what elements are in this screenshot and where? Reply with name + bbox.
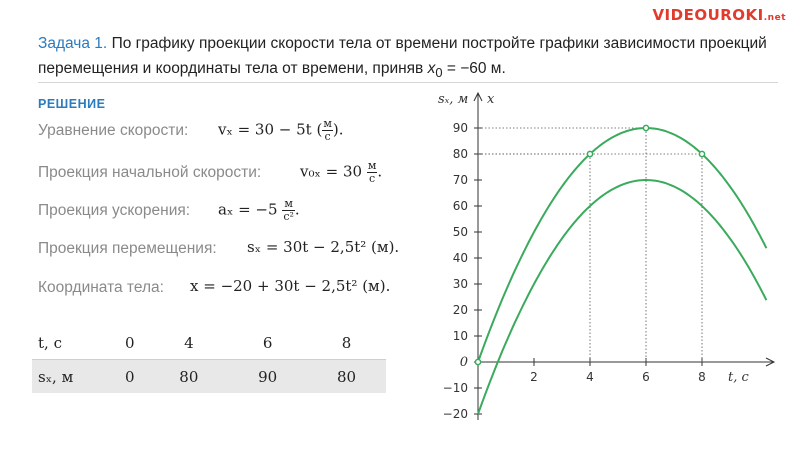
x-tick-label: 2 bbox=[530, 370, 538, 384]
data-point bbox=[475, 359, 480, 364]
y-tick-label: 30 bbox=[452, 277, 468, 291]
y-tick-label: 50 bbox=[452, 225, 468, 239]
x-tick-label: 8 bbox=[698, 370, 706, 384]
table-head-displacement: sₓ, м bbox=[32, 360, 110, 394]
data-point bbox=[643, 125, 648, 130]
table-cell: 0 bbox=[110, 326, 149, 360]
acceleration-formula: aₓ = −5 $\frac{м}{\text{с²}}$ . bbox=[218, 197, 300, 223]
y-tick-label: −10 bbox=[442, 381, 468, 395]
data-point bbox=[699, 151, 704, 156]
videouroki-logo: VIDEOUROKI.net bbox=[652, 6, 786, 24]
acceleration-label: Проекция ускорения: bbox=[38, 202, 191, 219]
x-tick-label: 4 bbox=[586, 370, 594, 384]
velocity-equation: vₓ = 30 − 5t ( $\frac{м}{с}$ ). bbox=[218, 117, 344, 143]
y-tick-label: −20 bbox=[442, 407, 468, 421]
y-tick-label: 40 bbox=[452, 251, 468, 265]
table-cell: 80 bbox=[149, 360, 228, 394]
displacement-label: Проекция перемещения: bbox=[38, 240, 217, 257]
x-tick-label: 6 bbox=[642, 370, 650, 384]
table-cell: 8 bbox=[307, 326, 386, 360]
solution-heading: РЕШЕНИЕ bbox=[38, 97, 106, 111]
y-axis-title-x: x bbox=[487, 92, 495, 107]
y-tick-label: 90 bbox=[452, 121, 468, 135]
y-tick-label: 0 bbox=[459, 355, 468, 370]
table-cell: 0 bbox=[110, 360, 149, 394]
table-head-time: t, с bbox=[32, 326, 110, 360]
displacement-formula: sₓ = 30t − 2,5t² (м). bbox=[247, 238, 400, 256]
initial-velocity-label: Проекция начальной скорости: bbox=[38, 164, 262, 181]
table-cell: 90 bbox=[228, 360, 307, 394]
task-body: По графику проекции скорости тела от времени постройте графики зависимости проекций перемещения и координаты тела от времени, приняв bbox=[38, 35, 767, 77]
y-tick-label: 20 bbox=[452, 303, 468, 317]
velocity-equation-label: Уравнение скорости: bbox=[38, 122, 189, 139]
task-text: Задача 1. По графику проекции скорости тела от времени постройте графики зависимости проекций перемещения и координаты тела от времени, приняв $x_0 = -60$ м. bbox=[38, 35, 767, 81]
table-cell: 6 bbox=[228, 326, 307, 360]
y-tick-label: 80 bbox=[452, 147, 468, 161]
initial-velocity-formula: v₀ₓ = 30 $\frac{м}{с}$ . bbox=[300, 159, 383, 185]
table-cell: 80 bbox=[307, 360, 386, 394]
coordinate-label: Координата тела: bbox=[38, 279, 164, 296]
y-tick-label: 70 bbox=[452, 173, 468, 187]
y-tick-label: 10 bbox=[452, 329, 468, 343]
x-axis-title: t, c bbox=[728, 370, 749, 385]
y-axis-title: sₓ, м bbox=[438, 92, 469, 107]
displacement-curve bbox=[478, 128, 766, 362]
task-label: Задача 1. bbox=[38, 35, 108, 52]
table-cell: 4 bbox=[149, 326, 228, 360]
coordinate-formula: x = −20 + 30t − 2,5t² (м). bbox=[190, 277, 391, 295]
coordinate-curve bbox=[478, 180, 766, 414]
y-tick-label: 60 bbox=[452, 199, 468, 213]
data-point bbox=[587, 151, 592, 156]
